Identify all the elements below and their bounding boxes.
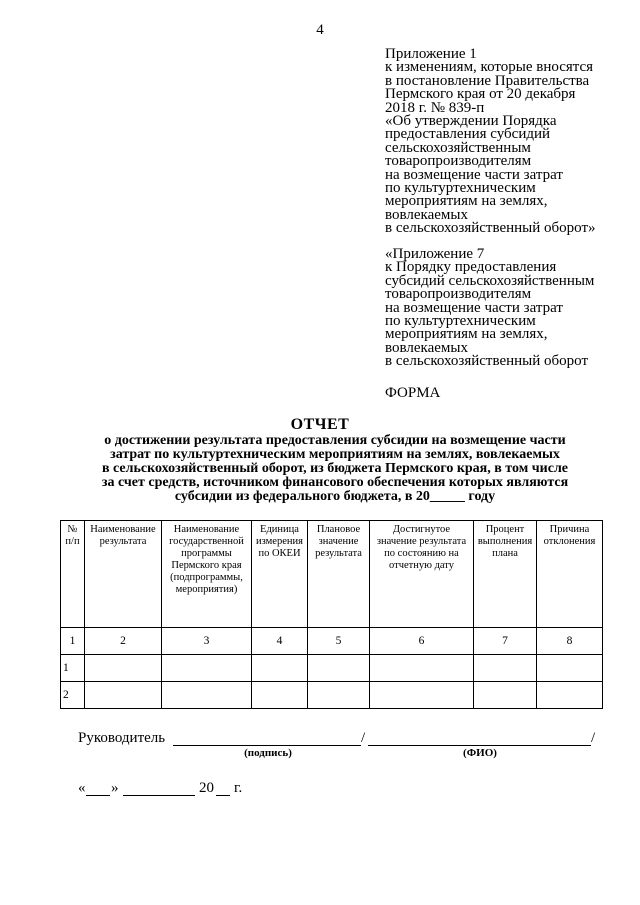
appendix-1-line: на возмещение части затрат — [385, 166, 563, 183]
header-result-name: Наименование результата — [85, 521, 162, 628]
appendix-1-line: в постановление Правительства — [385, 72, 590, 89]
appendix-7-line: по культуртехническим — [385, 313, 536, 330]
appendix-7-line: субсидий сельскохозяйственным — [385, 272, 595, 289]
table-cell — [85, 655, 162, 682]
date-year-line — [216, 795, 230, 796]
report-subtitle-line: субсидии из федерального бюджета, в 20_____ году — [174, 489, 496, 504]
table-cell — [162, 655, 252, 682]
appendix-7-header — [385, 248, 630, 369]
appendix-1-line: сельскохозяйственным — [385, 139, 531, 156]
table-cell — [308, 682, 370, 709]
name-line — [368, 745, 591, 746]
appendix-1-line: в сельскохозяйственный оборот» — [385, 220, 596, 237]
appendix-1-line: Приложение 1 — [385, 46, 477, 62]
date-year-suffix: г. — [234, 780, 243, 796]
appendix-1-header — [385, 48, 630, 236]
signature-caption: (подпись) — [244, 747, 292, 759]
column-number: 3 — [162, 628, 252, 655]
page-number: 4 — [316, 22, 324, 38]
report-subtitle-line: в сельскохозяйственный оборот, из бюджета Пермского края, в том числе — [101, 461, 569, 476]
column-number: 6 — [370, 628, 474, 655]
header-program-name: Наименование государственной программы Пермского края (подпрограммы, мероприятия) — [162, 521, 252, 628]
appendix-7-line: на возмещение части затрат — [385, 299, 563, 316]
appendix-1-line: вовлекаемых — [385, 206, 468, 223]
table-cell — [162, 682, 252, 709]
date-close-quote: » — [111, 780, 119, 796]
name-slash: / — [591, 730, 596, 746]
signature-block — [78, 730, 618, 770]
appendix-7-line: к Порядку предоставления — [385, 259, 557, 276]
column-number: 8 — [537, 628, 603, 655]
column-number: 7 — [474, 628, 537, 655]
report-subtitle-line: о достижении результата предоставления субсидии на возмещение части — [104, 433, 566, 448]
report-subtitle-line: затрат по культуртехническим мероприятиям на землях, вовлекаемых — [110, 447, 560, 462]
table-cell — [308, 655, 370, 682]
signature-label: Руководитель — [78, 730, 166, 746]
appendix-1-line: Пермского края от 20 декабря — [385, 86, 576, 103]
appendix-1-line: мероприятиям на землях, — [385, 193, 548, 210]
appendix-7-line: товаропроизводителям — [385, 286, 532, 303]
row-number: 2 — [61, 682, 85, 709]
table-cell — [537, 682, 603, 709]
table-cell — [537, 655, 603, 682]
report-table — [60, 520, 603, 709]
header-achieved-value: Достигнутое значение результата по состоянию на отчетную дату — [370, 521, 474, 628]
table-cell — [85, 682, 162, 709]
appendix-1-line: к изменениям, которые вносятся — [385, 59, 594, 76]
report-subtitle — [70, 434, 600, 504]
table-cell — [252, 682, 308, 709]
date-day-line — [86, 795, 110, 796]
appendix-7-line: мероприятиям на землях, — [385, 326, 548, 343]
date-year-prefix: 20 — [199, 780, 214, 796]
table-cell — [474, 655, 537, 682]
header-deviation-reason: Причина отклонения — [537, 521, 603, 628]
table-cell — [370, 655, 474, 682]
table-header-row — [61, 521, 603, 628]
column-number: 5 — [308, 628, 370, 655]
column-number: 4 — [252, 628, 308, 655]
appendix-7-line: «Приложение 7 — [385, 246, 485, 262]
appendix-1-line: 2018 г. № 839-п — [385, 99, 485, 116]
appendix-1-line: по культуртехническим — [385, 180, 536, 197]
table-column-numbers-row — [61, 628, 603, 655]
column-number: 2 — [85, 628, 162, 655]
header-unit: Единица измерения по ОКЕИ — [252, 521, 308, 628]
appendix-1-line: предоставления субсидий — [385, 126, 551, 143]
appendix-1-line: «Об утверждении Порядка — [385, 113, 557, 130]
signature-line — [173, 745, 361, 746]
header-completion-percent: Процент выполнения плана — [474, 521, 537, 628]
signature-slash: / — [361, 730, 366, 746]
report-subtitle-line: за счет средств, источником финансового обеспечения которых являются — [101, 475, 569, 490]
table-row — [61, 655, 603, 682]
name-caption: (ФИО) — [463, 747, 497, 759]
date-month-line — [123, 795, 195, 796]
header-num: № п/п — [61, 521, 85, 628]
table-cell — [370, 682, 474, 709]
date-open-quote: « — [78, 780, 86, 796]
date-block — [78, 780, 378, 804]
header-planned-value: Плановое значение результата — [308, 521, 370, 628]
row-number: 1 — [61, 655, 85, 682]
appendix-7-line: в сельскохозяйственный оборот — [385, 353, 589, 370]
table-cell — [252, 655, 308, 682]
table-cell — [474, 682, 537, 709]
table-row — [61, 682, 603, 709]
appendix-7-line: вовлекаемых — [385, 339, 468, 356]
report-title: ОТЧЕТ — [290, 416, 350, 433]
form-label: ФОРМА — [385, 385, 441, 401]
column-number: 1 — [61, 628, 85, 655]
appendix-1-line: товаропроизводителям — [385, 153, 532, 170]
